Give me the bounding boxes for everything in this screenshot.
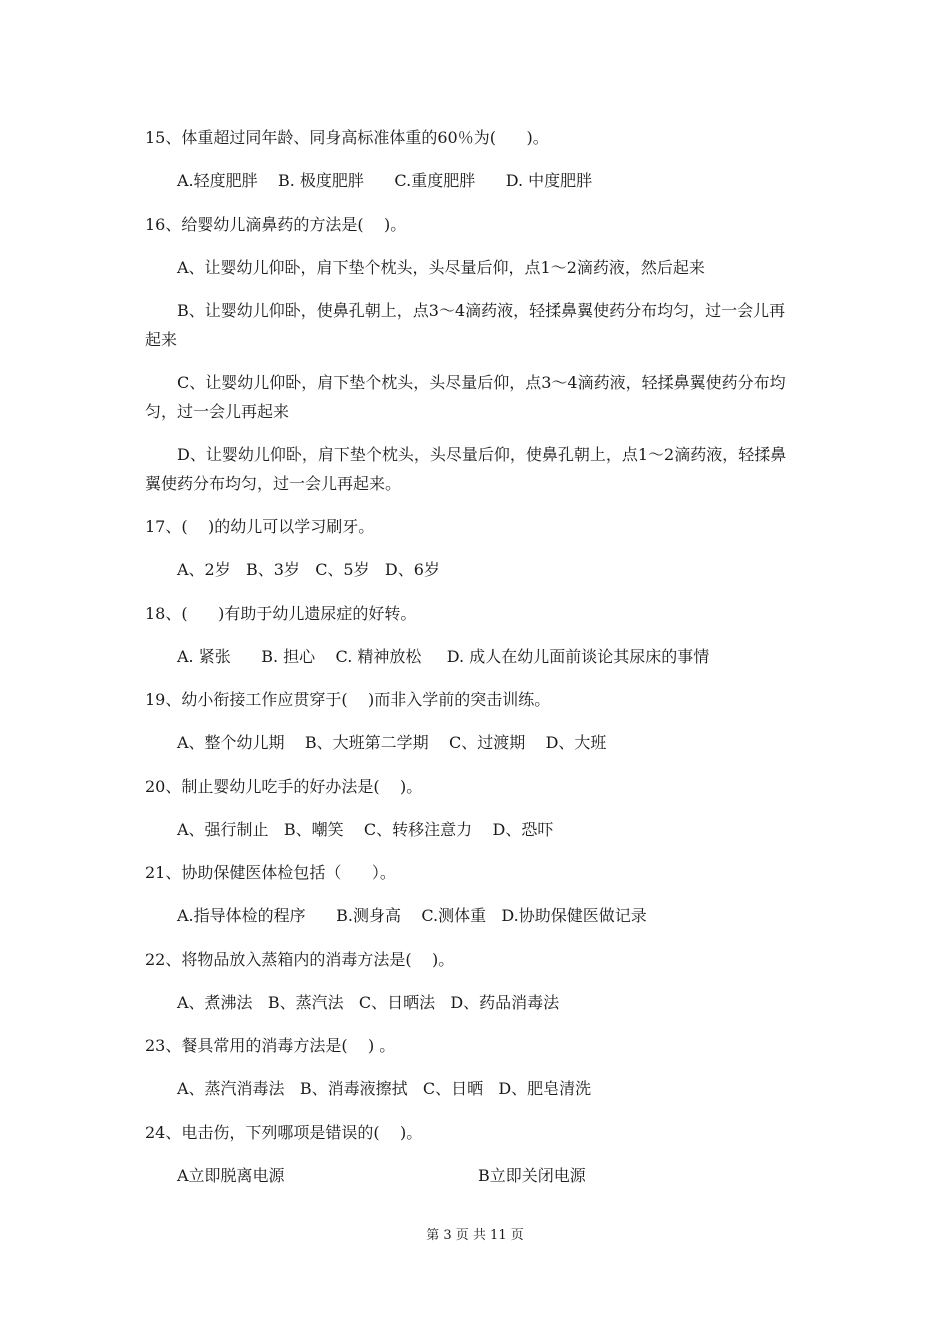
question-16-option-a: A、让婴幼儿仰卧，肩下垫个枕头，头尽量后仰，点1～2滴药液，然后起来 xyxy=(177,258,705,277)
question-23-stem: 23、餐具常用的消毒方法是( ) 。 xyxy=(145,1036,396,1055)
question-18-options: A. 紧张 B. 担心 C. 精神放松 D. 成人在幼儿面前谈论其尿床的事情 xyxy=(177,647,710,666)
question-24-option-a: A立即脱离电源 xyxy=(177,1166,285,1185)
question-17-stem: 17、( )的幼儿可以学习刷牙。 xyxy=(145,517,375,536)
question-15-options: A.轻度肥胖 B. 极度肥胖 C.重度肥胖 D. 中度肥胖 xyxy=(177,171,593,190)
question-16-option-b-line1: B、让婴幼儿仰卧，使鼻孔朝上，点3～4滴药液，轻揉鼻翼使药分布均匀，过一会儿再 xyxy=(177,301,786,320)
question-16-option-d-line2: 翼使药分布均匀，过一会儿再起来。 xyxy=(145,474,402,493)
question-16-option-c-line1: C、让婴幼儿仰卧，肩下垫个枕头，头尽量后仰，点3～4滴药液，轻揉鼻翼使药分布均 xyxy=(177,373,786,392)
question-21-stem: 21、协助保健医体检包括（ ）。 xyxy=(145,863,396,882)
question-23-options: A、蒸汽消毒法 B、消毒液擦拭 C、日晒 D、肥皂清洗 xyxy=(177,1079,592,1098)
question-16-option-b-line2: 起来 xyxy=(145,330,178,349)
question-16-stem: 16、给婴幼儿滴鼻药的方法是( )。 xyxy=(145,215,407,234)
question-18-stem: 18、( )有助于幼儿遗尿症的好转。 xyxy=(145,604,417,623)
question-19-stem: 19、幼小衔接工作应贯穿于( )而非入学前的突击训练。 xyxy=(145,690,551,709)
question-20-stem: 20、制止婴幼儿吃手的好办法是( )。 xyxy=(145,777,423,796)
question-22-stem: 22、将物品放入蒸箱内的消毒方法是( )。 xyxy=(145,950,455,969)
question-24-stem: 24、电击伤，下列哪项是错误的( )。 xyxy=(145,1123,423,1142)
question-20-options: A、强行制止 B、嘲笑 C、转移注意力 D、恐吓 xyxy=(177,820,554,839)
question-17-options: A、2岁 B、3岁 C、5岁 D、6岁 xyxy=(177,560,440,579)
page-number-footer: 第 3 页 共 11 页 xyxy=(426,1228,524,1243)
question-16-option-d-line1: D、让婴幼儿仰卧，肩下垫个枕头，头尽量后仰，使鼻孔朝上，点1～2滴药液，轻揉鼻 xyxy=(177,445,787,464)
question-22-options: A、煮沸法 B、蒸汽法 C、日晒法 D、药品消毒法 xyxy=(177,993,560,1012)
question-16-option-c-line2: 匀，过一会儿再起来 xyxy=(145,402,290,421)
question-19-options: A、整个幼儿期 B、大班第二学期 C、过渡期 D、大班 xyxy=(177,733,607,752)
question-24-option-b: B立即关闭电源 xyxy=(478,1166,586,1185)
question-15-stem: 15、体重超过同年龄、同身高标准体重的60％为( )。 xyxy=(145,128,549,147)
question-21-options: A.指导体检的程序 B.测身高 C.测体重 D.协助保健医做记录 xyxy=(177,906,647,925)
